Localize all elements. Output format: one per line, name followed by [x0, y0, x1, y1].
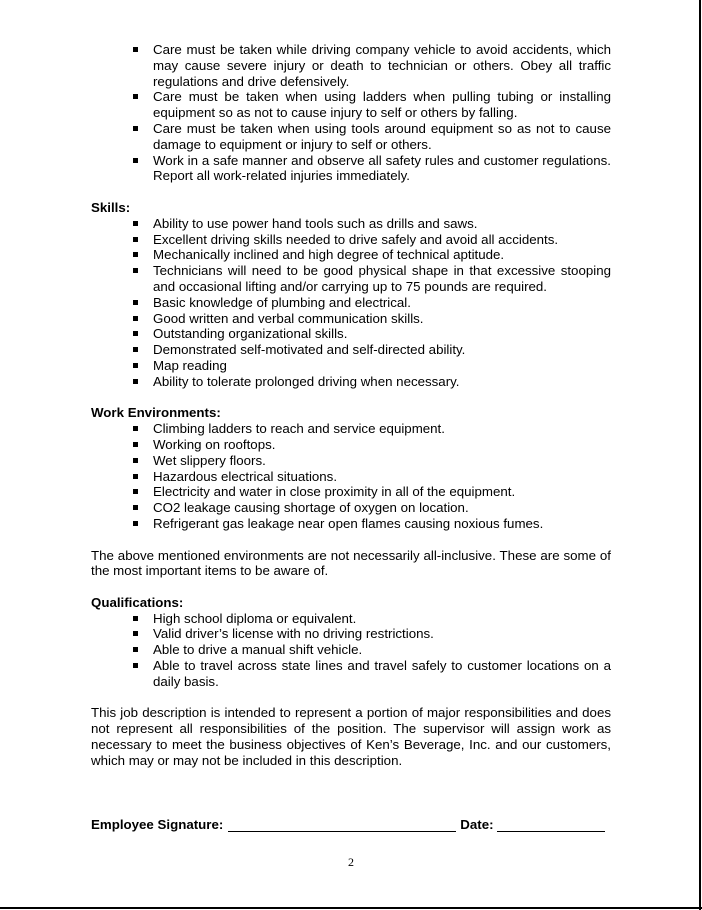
- employee-signature-label: Employee Signature:: [91, 817, 224, 832]
- employee-signature-field[interactable]: [228, 817, 456, 832]
- page-border-right: [699, 0, 701, 910]
- skills-list: [91, 216, 611, 390]
- list-item: Able to drive a manual shift vehicle.: [91, 642, 611, 658]
- list-item: Basic knowledge of plumbing and electrical.: [91, 295, 611, 311]
- list-item: Refrigerant gas leakage near open flames causing noxious fumes.: [91, 516, 611, 532]
- list-item: Ability to use power hand tools such as drills and saws.: [91, 216, 611, 232]
- disclaimer-paragraph: This job description is intended to represent a portion of major responsibilities and does not represent all responsibilities of the position. The supervisor will assign work as necessary to meet the business objectives of Ken’s Beverage, Inc. and our customers, which may or may not be included in this description.: [91, 705, 611, 768]
- spacer: [91, 184, 611, 200]
- list-item: Electricity and water in close proximity in all of the equipment.: [91, 484, 611, 500]
- list-item: Care must be taken when using tools around equipment so as not to cause damage to equipment or injury to self or others.: [91, 121, 611, 153]
- page-number: 2: [348, 855, 354, 869]
- list-item: Valid driver’s license with no driving restrictions.: [91, 626, 611, 642]
- list-item: Hazardous electrical situations.: [91, 469, 611, 485]
- safety-list: [91, 42, 611, 184]
- spacer: [91, 579, 611, 595]
- list-item: Excellent driving skills needed to drive safely and avoid all accidents.: [91, 232, 611, 248]
- list-item: Work in a safe manner and observe all safety rules and customer regulations. Report all work-related injuries immediately.: [91, 153, 611, 185]
- environments-note: The above mentioned environments are not necessarily all-inclusive. These are some of the most important items to be aware of.: [91, 547, 611, 579]
- list-item: Mechanically inclined and high degree of technical aptitude.: [91, 247, 611, 263]
- list-item: Technicians will need to be good physical shape in that excessive stooping and occasional lifting and/or carrying up to 75 pounds are required.: [91, 263, 611, 295]
- date-label: Date:: [460, 817, 494, 832]
- signature-line: [91, 817, 611, 832]
- list-item: Wet slippery floors.: [91, 453, 611, 469]
- spacer: [91, 532, 611, 548]
- date-field[interactable]: [497, 817, 605, 832]
- document-body: [91, 42, 611, 769]
- list-item: CO2 leakage causing shortage of oxygen on location.: [91, 500, 611, 516]
- list-item: Working on rooftops.: [91, 437, 611, 453]
- work-environments-heading: Work Environments:: [91, 405, 221, 421]
- spacer: [91, 690, 611, 706]
- list-item: Outstanding organizational skills.: [91, 326, 611, 342]
- list-item: Ability to tolerate prolonged driving when necessary.: [91, 374, 611, 390]
- list-item: Able to travel across state lines and travel safely to customer locations on a daily basis.: [91, 658, 611, 690]
- list-item: Good written and verbal communication skills.: [91, 311, 611, 327]
- list-item: Map reading: [91, 358, 611, 374]
- list-item: High school diploma or equivalent.: [91, 611, 611, 627]
- list-item: Demonstrated self-motivated and self-directed ability.: [91, 342, 611, 358]
- spacer: [91, 390, 611, 406]
- page-border-bottom: [0, 907, 702, 909]
- list-item: Climbing ladders to reach and service equipment.: [91, 421, 611, 437]
- qualifications-list: [91, 611, 611, 690]
- list-item: Care must be taken when using ladders when pulling tubing or installing equipment so as not to cause injury to self or others by falling.: [91, 89, 611, 121]
- work-environments-list: [91, 421, 611, 532]
- skills-heading: Skills:: [91, 199, 131, 215]
- list-item: Care must be taken while driving company vehicle to avoid accidents, which may cause severe injury or death to technician or others. Obey all traffic regulations and drive defensively.: [91, 42, 611, 89]
- qualifications-heading: Qualifications:: [91, 594, 184, 610]
